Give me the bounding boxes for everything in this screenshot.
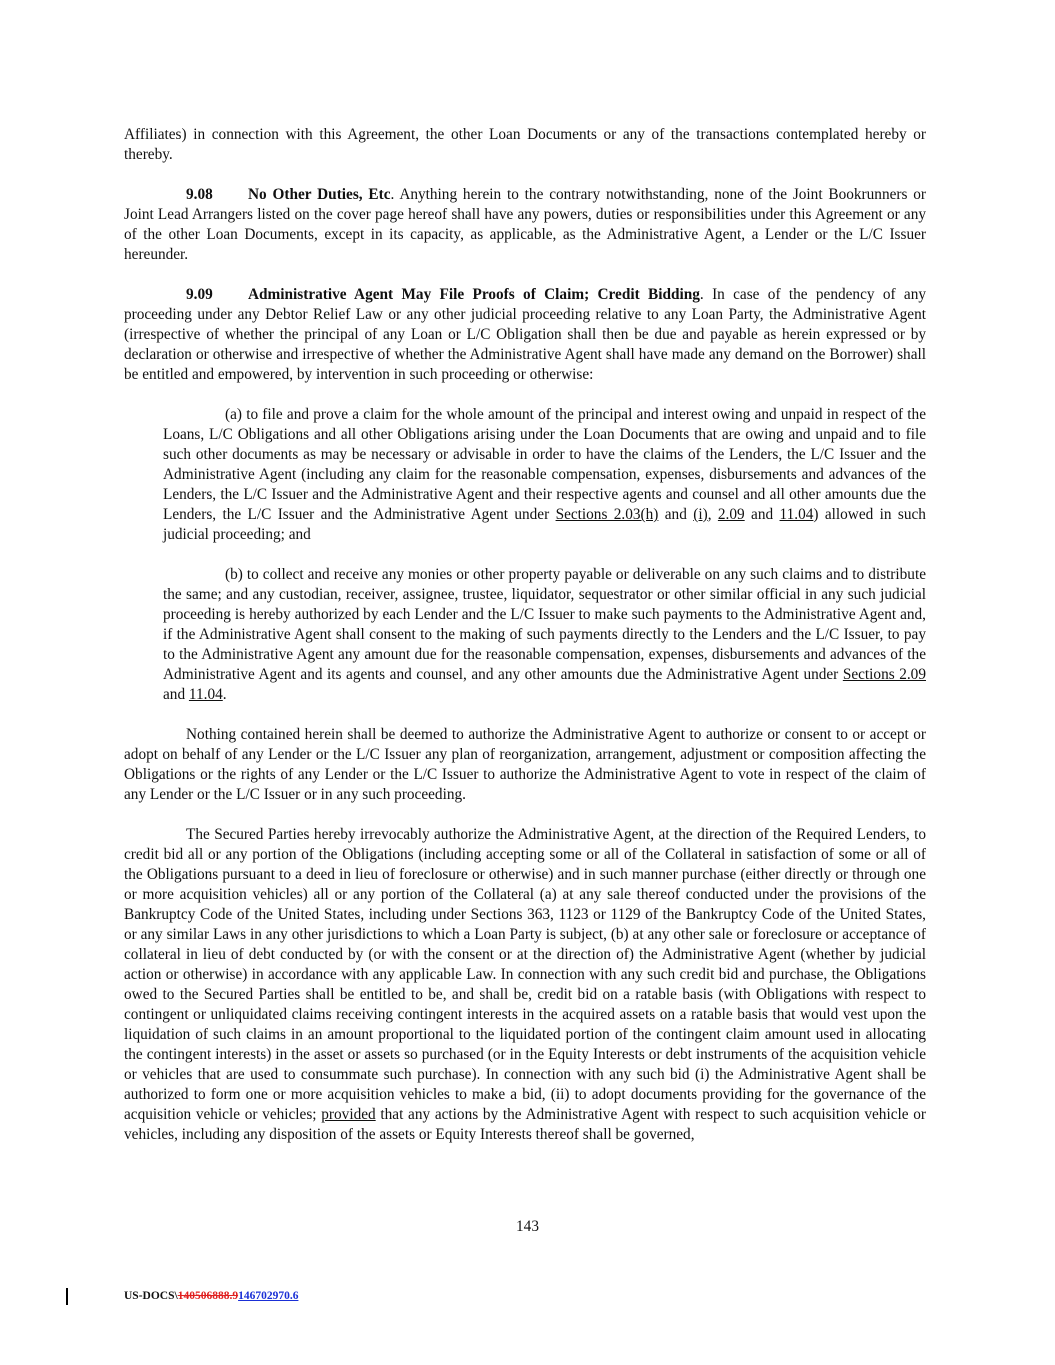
paragraph-text: The Secured Parties hereby irrevocably authorize the Administrative Agent, at the direction of the Required Lenders, to credit bid all or any portion of the Obligations (including accepting some or all of the Collateral in satisfaction of some or all of the Obligations pursuant to a deed in lieu of foreclosure or otherwise) and in such manner purchase (either directly or through one or more acquisition vehicles) all or any portion of the Collateral (a) at any sale thereof conducted under the provisions of the Bankruptcy Code of the United States, including under Sections 363, 1123 or 1129 of the Bankruptcy Code of the United States, or any similar Laws in any other jurisdictions to which a Loan Party is subject, (b) at any other sale or foreclosure or acceptance of collateral in lieu of debt conducted by (or with the consent or at the direction of) the Administrative Agent (whether by judicial action or otherwise) in accordance with any applicable Law. In connection with any such credit bid and purchase, the Obligations owed to the Secured Parties shall be entitled to be, and shall be, credit bid on a ratable basis (with Obligations with respect to contingent or unliquidated claims receiving contingent interests in the acquired assets on a ratable basis that would vest upon the liquidation of such claims in an amount proportional to the liquidated portion of the contingent claim amount used in allocating the contingent interests) in the asset or assets so purchased (or in the Equity Interests or debt instruments of the acquisition vehicle or vehicles that are used to consummate such purchase). In connection with any such bid (i) the Administrative Agent shall be authorized to form one or more acquisition vehicles to make a bid, (ii) to adopt documents providing for the governance of the acquisition vehicle or vehicles; xyxy=(124,826,926,1123)
connector-text: and xyxy=(658,506,694,523)
clause-a xyxy=(163,405,926,545)
secured-parties-paragraph xyxy=(124,825,926,1145)
section-number: 9.08 xyxy=(186,186,213,203)
provided-term: provided xyxy=(321,1106,376,1123)
paragraph-text: that any actions by the Administrative Agent with respect to such acquisition vehicle or vehicles, including any disposition of the assets or Equity Interests thereof shall be governed, xyxy=(124,1106,926,1143)
connector-text: , xyxy=(707,506,718,523)
section-title: Administrative Agent May File Proofs of Claim; Credit Bidding xyxy=(248,286,700,303)
section-text: . In case of the pendency of any proceeding under any Debtor Relief Law or any other judicial proceeding relative to any Loan Party, the Administrative Agent (irrespective of whether the principal of any Loan or L/C Obligation shall then be due and payable as herein expressed or by declaration or otherwise and irrespective of whether the Administrative Agent shall have made any demand on the Borrower) shall be entitled and empowered, by intervention in such proceeding or otherwise: xyxy=(124,286,926,383)
continuation-paragraph: Affiliates) in connection with this Agreement, the other Loan Documents or any of the transactions contemplated hereby or thereby. xyxy=(124,126,926,163)
cross-reference-link[interactable]: Sections 2.03(h) xyxy=(555,506,659,523)
clause-text: ) allowed in such judicial proceeding; and xyxy=(163,506,926,543)
document-id-prefix: US-DOCS\ xyxy=(124,1290,178,1302)
section-9-08 xyxy=(124,185,926,265)
section-text: . Anything herein to the contrary notwithstanding, none of the Joint Bookrunners or Joint Lead Arrangers listed on the cover page hereof shall have any powers, duties or responsibilities under this Agreement or any of the other Loan Documents, except in its capacity, as applicable, as the Administrative Agent, a Lender or the L/C Issuer hereunder. xyxy=(124,186,926,263)
clause-text: (a) to file and prove a claim for the whole amount of the principal and interest owing and unpaid in respect of the Loans, L/C Obligations and all other Obligations arising under the Loan Documents that are owing and unpaid and to file such other documents as may be necessary or advisable in order to have the claims of the Lenders, the L/C Issuer and the Administrative Agent (including any claim for the reasonable compensation, expenses, disbursements and advances of the Lenders, the L/C Issuer and the Administrative Agent and their respective agents and counsel and all other amounts due the Lenders, the L/C Issuer and the Administrative Agent under xyxy=(163,406,926,523)
clause-b xyxy=(163,565,926,705)
nothing-contained-paragraph: Nothing contained herein shall be deemed to authorize the Administrative Agent to authorize or consent to or accept or adopt on behalf of any Lender or the L/C Issuer any plan of reorganization, arrangement, adjustment or composition affecting the Obligations or the rights of any Lender or the L/C Issuer to authorize the Administrative Agent to vote in respect of the claim of any Lender or the L/C Issuer or in any such proceeding. xyxy=(124,726,926,803)
cross-reference-link[interactable]: Sections 2.09 xyxy=(842,666,926,683)
clause-text: (b) to collect and receive any monies or other property payable or deliverable on any such claims and to distribute the same; and any custodian, receiver, assignee, trustee, liquidator, sequestrator or other similar official in any such judicial proceeding is hereby authorized by each Lender and the L/C Issuer to make such payments to the Administrative Agent and, if the Administrative Agent shall consent to the making of such payments directly to the Lenders and the L/C Issuer, to pay to the Administrative Agent any amount due for the reasonable compensation, expenses, disbursements and advances of the Administrative Agent and its agents and counsel, and any other amounts due the Administrative Agent under xyxy=(163,566,926,683)
connector-text: and xyxy=(163,686,189,703)
page-number: 143 xyxy=(516,1218,539,1235)
document-body xyxy=(124,125,926,1165)
cross-reference-link[interactable]: 11.04 xyxy=(188,686,223,703)
clause-text: . xyxy=(222,686,227,703)
connector-text: and xyxy=(744,506,780,523)
section-number: 9.09 xyxy=(186,286,213,303)
document-id xyxy=(124,1290,298,1302)
section-9-09 xyxy=(124,285,926,385)
inserted-document-id: 146702970.6 xyxy=(238,1290,299,1302)
deleted-document-id: 140506888.9 xyxy=(177,1290,239,1302)
section-title: No Other Duties, Etc xyxy=(248,186,391,203)
cross-reference-link[interactable]: (i) xyxy=(693,506,708,523)
cross-reference-link[interactable]: 11.04 xyxy=(779,506,814,523)
cross-reference-link[interactable]: 2.09 xyxy=(717,506,745,523)
change-bar xyxy=(66,1288,68,1305)
